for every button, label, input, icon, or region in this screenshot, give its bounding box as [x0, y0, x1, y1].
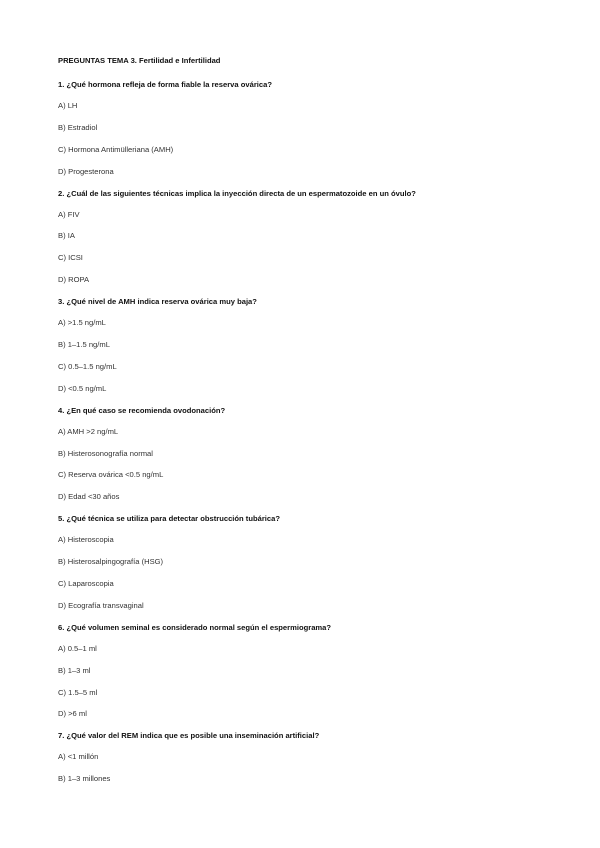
- answer-option: C) Hormona Antimülleriana (AMH): [58, 144, 174, 154]
- answer-option: D) ROPA: [58, 275, 90, 285]
- question-text: 6. ¿Qué volumen seminal es considerado normal según el espermiograma?: [58, 622, 332, 632]
- answer-option: B) 1–1.5 ng/mL: [58, 340, 110, 350]
- answer-option: B) 1–3 millones: [58, 774, 111, 784]
- answer-option: D) Ecografía transvaginal: [58, 600, 144, 610]
- answer-option: D) >6 ml: [58, 709, 87, 719]
- answer-option: D) Edad <30 años: [58, 492, 120, 502]
- option-list: [58, 644, 560, 720]
- answer-option: B) Histerosonografía normal: [58, 448, 153, 458]
- question-text: 7. ¿Qué valor del REM indica que es posible una inseminación artificial?: [58, 731, 320, 741]
- question-block: [58, 297, 560, 394]
- answer-option: A) <1 millón: [58, 752, 99, 762]
- question-text: 1. ¿Qué hormona refleja de forma fiable la reserva ovárica?: [58, 80, 272, 89]
- answer-option: C) 1.5–5 ml: [58, 687, 98, 697]
- option-list: [58, 101, 560, 177]
- question-block: [58, 731, 560, 784]
- answer-option: A) FIV: [58, 209, 80, 219]
- question-block: [58, 189, 560, 286]
- question-text: 4. ¿En qué caso se recomienda ovodonación?: [58, 405, 226, 415]
- question-text: 2. ¿Cuál de las siguientes técnicas implica la inyección directa de un espermatozoide en un óvulo?: [58, 188, 416, 198]
- question-block: [58, 406, 560, 503]
- answer-option: A) AMH >2 ng/mL: [58, 426, 119, 436]
- answer-option: C) Reserva ovárica <0.5 ng/mL: [58, 470, 164, 480]
- question-text: 3. ¿Qué nivel de AMH indica reserva ovárica muy baja?: [58, 297, 257, 307]
- option-list: [58, 752, 560, 784]
- answer-option: B) IA: [58, 231, 75, 241]
- answer-option: B) Estradiol: [58, 122, 98, 132]
- answer-option: D) <0.5 ng/mL: [58, 383, 107, 393]
- answer-option: B) Histerosalpingografía (HSG): [58, 557, 164, 567]
- question-block: [58, 623, 560, 720]
- answer-option: A) Histeroscopia: [58, 535, 114, 545]
- option-list: [58, 318, 560, 394]
- answer-option: D) Progesterona: [58, 166, 114, 176]
- answer-option: A) 0.5–1 ml: [58, 643, 97, 653]
- option-list: [58, 535, 560, 611]
- option-list: [58, 210, 560, 286]
- question-text: 5. ¿Qué técnica se utiliza para detectar obstrucción tubárica?: [58, 514, 280, 524]
- question-block: [58, 514, 560, 611]
- answer-option: C) Laparoscopia: [58, 579, 114, 589]
- document-title: PREGUNTAS TEMA 3. Fertilidad e Infertilidad: [58, 56, 221, 65]
- question-list: [58, 80, 560, 784]
- answer-option: C) ICSI: [58, 253, 83, 263]
- answer-option: A) >1.5 ng/mL: [58, 318, 106, 328]
- answer-option: B) 1–3 ml: [58, 665, 91, 675]
- option-list: [58, 427, 560, 503]
- answer-option: A) LH: [58, 101, 78, 110]
- question-block: [58, 80, 560, 177]
- answer-option: C) 0.5–1.5 ng/mL: [58, 361, 117, 371]
